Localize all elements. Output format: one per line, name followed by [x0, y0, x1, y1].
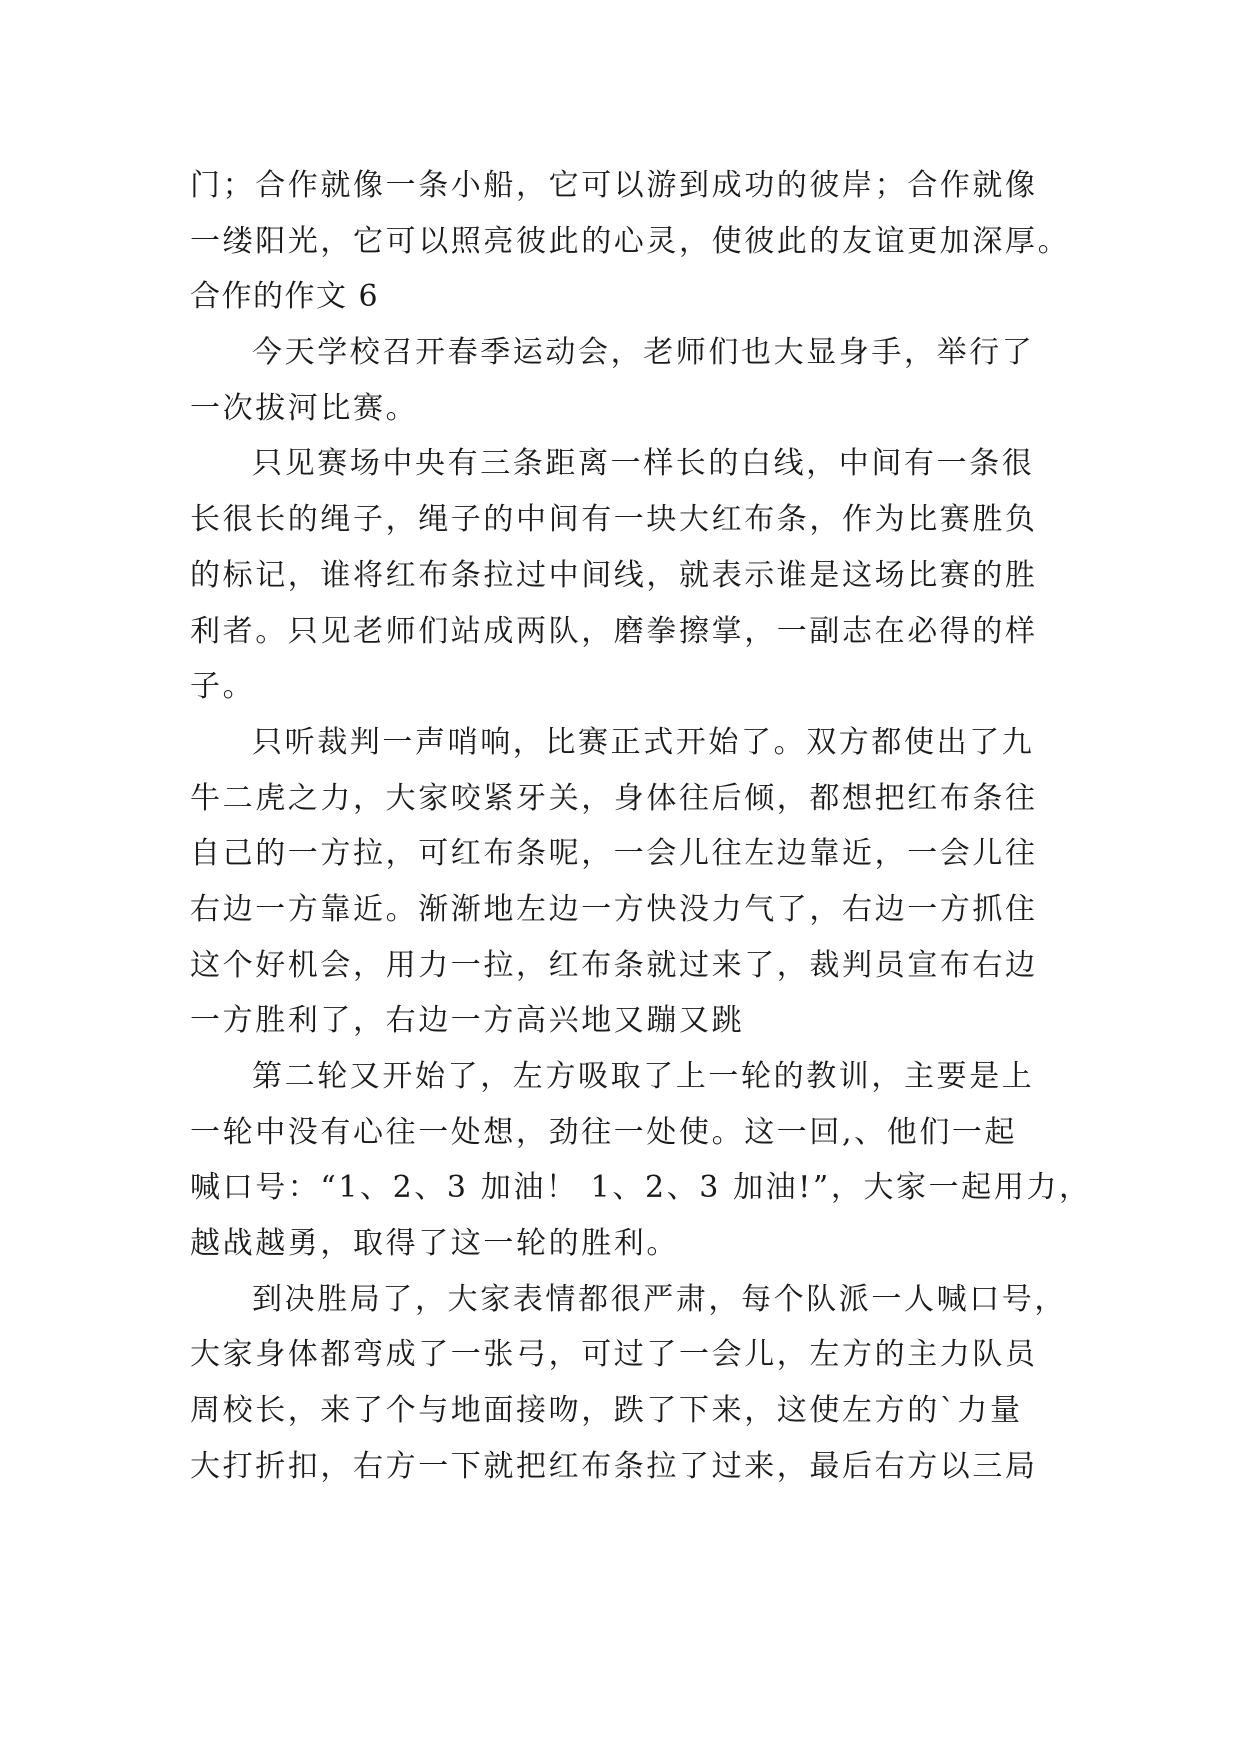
text-line: 周校长，来了个与地面接吻，跌了下来，这使左方的`力量: [190, 1393, 1023, 1429]
paragraph-first-line: 只听裁判一声哨响，比赛正式开始了。双方都使出了九: [252, 724, 1035, 760]
text-line: 喊口号：“1、2、3 加油！ 1、2、3 加油!”，大家一起用力，: [190, 1170, 1092, 1206]
text-line: 一方胜利了，右边一方高兴地又蹦又跳: [190, 1003, 745, 1039]
paragraph-first-line: 今天学校召开春季运动会，老师们也大显身手，举行了: [252, 335, 1035, 371]
text-line: 一轮中没有心往一处想，劲往一处使。这一回,、他们一起: [190, 1114, 1018, 1150]
text-line: 这个好机会，用力一拉，红布条就过来了，裁判员宣布右边: [190, 947, 1038, 983]
text-line: 大打折扣，右方一下就把红布条拉了过来，最后右方以三局: [190, 1448, 1038, 1484]
text-line: 子。: [190, 669, 256, 705]
text-line: 大家身体都弯成了一张弓，可过了一会儿，左方的主力队员: [190, 1337, 1038, 1373]
section-heading: 合作的作文 6: [190, 279, 380, 315]
paragraph-first-line: 只见赛场中央有三条距离一样长的白线，中间有一条很: [252, 446, 1035, 482]
text-line: 越战越勇，取得了这一轮的胜利。: [190, 1226, 679, 1262]
text-line: 门；合作就像一条小船，它可以游到成功的彼岸；合作就像: [190, 168, 1038, 203]
text-line: 长很长的绳子，绳子的中间有一块大红布条，作为比赛胜负: [190, 502, 1038, 538]
text-line: 牛二虎之力，大家咬紧牙关，身体往后倾，都想把红布条往: [190, 780, 1038, 816]
text-line: 右边一方靠近。渐渐地左边一方快没力气了，右边一方抓住: [190, 891, 1038, 927]
paragraph-first-line: 第二轮又开始了，左方吸取了上一轮的教训，主要是上: [252, 1059, 1035, 1094]
paragraph-first-line: 到决胜局了，大家表情都很严肃，每个队派一人喊口号，: [252, 1281, 1067, 1317]
text-line: 自己的一方拉，可红布条呢，一会儿往左边靠近，一会儿往: [190, 836, 1038, 872]
text-line: 一缕阳光，它可以照亮彼此的心灵，使彼此的友谊更加深厚。: [190, 223, 1071, 259]
text-line: 的标记，谁将红布条拉过中间线，就表示谁是这场比赛的胜: [190, 557, 1038, 593]
text-line: 利者。只见老师们站成两队，磨拳擦掌，一副志在必得的样: [190, 613, 1038, 649]
text-line: 一次拔河比赛。: [190, 390, 419, 426]
document-body: [190, 158, 1092, 1495]
